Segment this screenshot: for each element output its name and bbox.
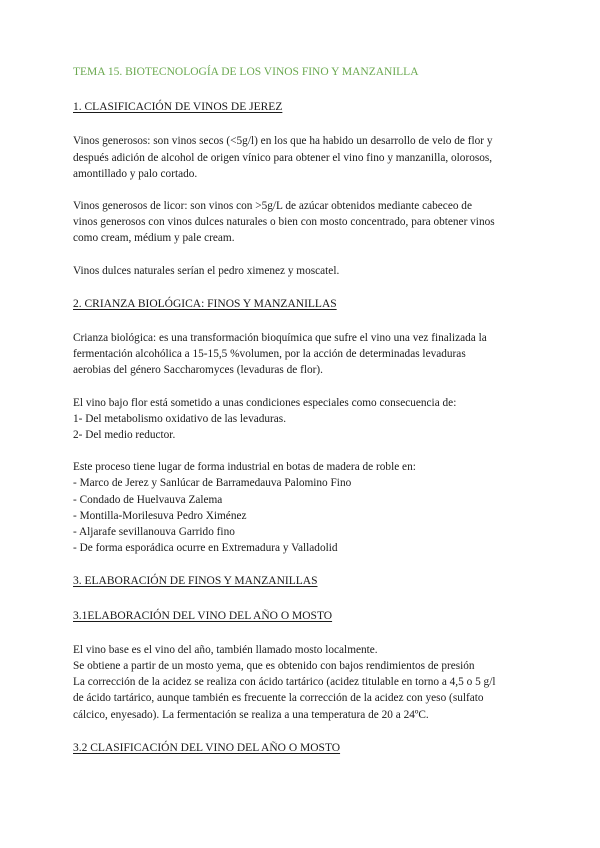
paragraph (73, 395, 543, 444)
text-line: 2- Del medio reductor. (73, 429, 176, 442)
text-line: amontillado y palo cortado. (73, 167, 198, 180)
section-heading-2: 2. CRIANZA BIOLÓGICA: FINOS Y MANZANILLAS (73, 297, 337, 310)
text-line: aerobias del género Saccharomyces (levaduras de flor). (73, 364, 323, 377)
text-line: de ácido tartárico, aunque también es frecuente la corrección de la acidez con yeso (sulfato (73, 692, 484, 705)
list-item: - Marco de Jerez y Sanlúcar de Barramedauva Palomino Fino (73, 477, 352, 490)
text-line: La corrección de la acidez se realiza con ácido tartárico (acidez titulable en torno a 4,5 o 5 g/l (73, 676, 496, 689)
text-line: Vinos generosos de licor: son vinos con >5g/L de azúcar obtenidos mediante cabeceo de (73, 200, 472, 213)
paragraph (73, 330, 543, 379)
text-line: 1- Del metabolismo oxidativo de las levaduras. (73, 412, 287, 425)
list-item: - Montilla-Morilesuva Pedro Ximénez (73, 509, 247, 522)
text-line: como cream, médium y pale cream. (73, 232, 235, 245)
list-item: - Condado de Huelvauva Zalema (73, 493, 223, 506)
paragraph (73, 263, 543, 279)
text-line: Vinos dulces naturales serían el pedro ximenez y moscatel. (73, 264, 340, 277)
document-title: TEMA 15. BIOTECNOLOGÍA DE LOS VINOS FINO Y MANZANILLA (73, 66, 419, 78)
section-heading-3-1: 3.1ELABORACIÓN DEL VINO DEL AÑO O MOSTO (73, 609, 333, 622)
paragraph (73, 198, 543, 247)
section-heading-3: 3. ELABORACIÓN DE FINOS Y MANZANILLAS (73, 575, 318, 588)
text-line: Vinos generosos: son vinos secos (<5g/l) en los que ha habido un desarrollo de velo de flor y (73, 135, 493, 148)
text-line: Se obtiene a partir de un mosto yema, que es obtenido con bajos rendimientos de presión (73, 660, 475, 673)
paragraph (73, 459, 543, 475)
document-page (73, 64, 543, 756)
paragraph (73, 133, 543, 182)
list-item: - De forma esporádica ocurre en Extremadura y Valladolid (73, 542, 338, 555)
text-line: vinos generosos con vinos dulces naturales o bien con mosto concentrado, para obtener vinos (73, 216, 495, 229)
text-line: Crianza biológica: es una transformación bioquímica que sufre el vino una vez finalizada la (73, 332, 487, 345)
text-line: fermentación alcohólica a 15-15,5 %volumen, por la acción de determinadas levaduras (73, 348, 466, 361)
text-line: El vino base es el vino del año, también llamado mosto localmente. (73, 643, 378, 656)
text-line: Este proceso tiene lugar de forma industrial en botas de madera de roble en: (73, 461, 416, 474)
region-list (73, 475, 543, 556)
list-item: - Aljarafe sevillanouva Garrido fino (73, 526, 235, 539)
text-line: El vino bajo flor está sometido a unas condiciones especiales como consecuencia de: (73, 396, 457, 409)
section-heading-3-2: 3.2 CLASIFICACIÓN DEL VINO DEL AÑO O MOSTO (73, 741, 341, 754)
section-heading-1: 1. CLASIFICACIÓN DE VINOS DE JEREZ (73, 101, 283, 114)
paragraph (73, 642, 543, 723)
text-line: cálcico, enyesado). La fermentación se realiza a una temperatura de 20 a 24ºC. (73, 708, 429, 721)
text-line: después adición de alcohol de origen vínico para obtener el vino fino y manzanilla, olorosos, (73, 151, 493, 164)
